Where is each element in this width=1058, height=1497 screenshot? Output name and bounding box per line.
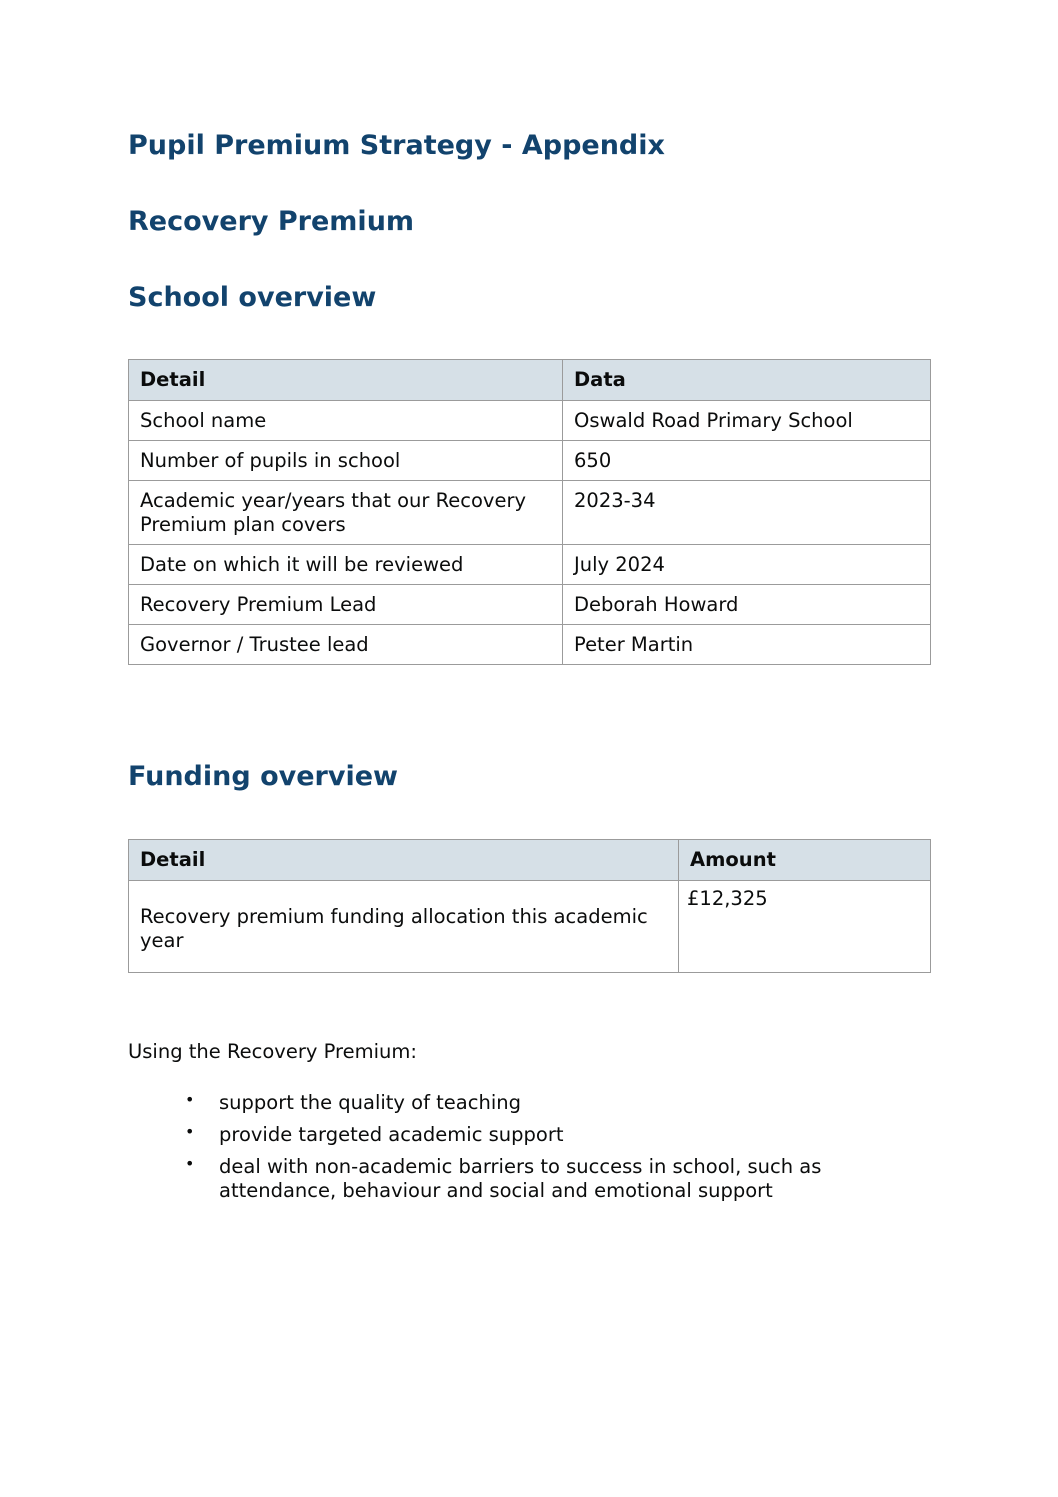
detail-cell: School name bbox=[129, 401, 563, 441]
data-cell: Deborah Howard bbox=[563, 585, 931, 625]
bullet-icon: • bbox=[185, 1154, 195, 1173]
table-header-row bbox=[129, 360, 931, 401]
data-cell: July 2024 bbox=[563, 545, 931, 585]
list-item bbox=[185, 1123, 930, 1147]
list-item-text: support the quality of teaching bbox=[219, 1091, 521, 1114]
data-cell: Peter Martin bbox=[563, 625, 931, 665]
column-header-amount: Amount bbox=[679, 840, 931, 881]
school-overview-heading: School overview bbox=[128, 282, 377, 313]
table-row bbox=[129, 585, 931, 625]
data-cell: 2023-34 bbox=[563, 481, 931, 545]
recovery-premium-heading: Recovery Premium bbox=[128, 206, 415, 237]
data-cell: 650 bbox=[563, 441, 931, 481]
table-row bbox=[129, 625, 931, 665]
funding-overview-table bbox=[128, 839, 931, 973]
detail-cell: Recovery premium funding allocation this academic year bbox=[129, 881, 679, 973]
column-header-detail: Detail bbox=[129, 840, 679, 881]
data-cell: Oswald Road Primary School bbox=[563, 401, 931, 441]
funding-overview-heading: Funding overview bbox=[128, 761, 398, 792]
list-item-text: deal with non-academic barriers to success in school, such as attendance, behaviour and social and emotional support bbox=[219, 1155, 822, 1202]
usage-list bbox=[185, 1091, 930, 1211]
detail-cell: Number of pupils in school bbox=[129, 441, 563, 481]
school-overview-table bbox=[128, 359, 931, 665]
usage-intro: Using the Recovery Premium: bbox=[128, 1040, 417, 1063]
column-header-detail: Detail bbox=[129, 360, 563, 401]
detail-cell: Academic year/years that our Recovery Premium plan covers bbox=[129, 481, 563, 545]
detail-cell: Recovery Premium Lead bbox=[129, 585, 563, 625]
column-header-data: Data bbox=[563, 360, 931, 401]
document-title: Pupil Premium Strategy - Appendix bbox=[128, 130, 665, 161]
list-item bbox=[185, 1155, 930, 1203]
table-row bbox=[129, 481, 931, 545]
bullet-icon: • bbox=[185, 1122, 195, 1141]
bullet-icon: • bbox=[185, 1090, 195, 1109]
amount-cell: £12,325 bbox=[679, 881, 931, 973]
detail-cell: Governor / Trustee lead bbox=[129, 625, 563, 665]
list-item bbox=[185, 1091, 930, 1115]
table-row bbox=[129, 881, 931, 973]
table-row bbox=[129, 441, 931, 481]
table-row bbox=[129, 545, 931, 585]
detail-cell: Date on which it will be reviewed bbox=[129, 545, 563, 585]
table-row bbox=[129, 401, 931, 441]
list-item-text: provide targeted academic support bbox=[219, 1123, 564, 1146]
table-header-row bbox=[129, 840, 931, 881]
